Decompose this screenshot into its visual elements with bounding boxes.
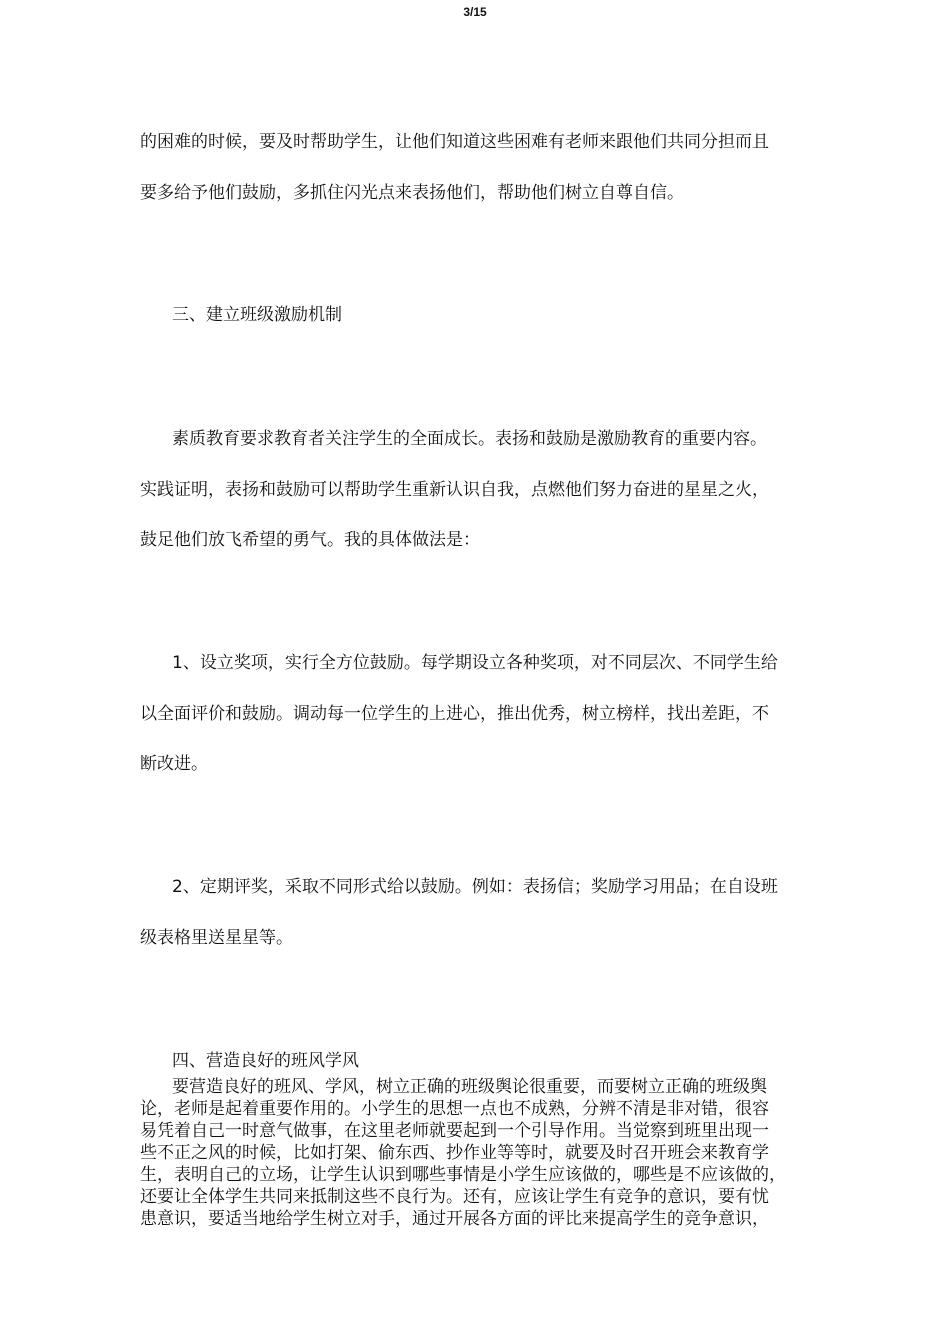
paragraph-line: 要多给予他们鼓励，多抓住闪光点来表扬他们，帮助他们树立自尊自信。 (140, 183, 684, 203)
paragraph-line: 1、设立奖项，实行全方位鼓励。每学期设立各种奖项，对不同层次、不同学生给 (172, 653, 778, 673)
paragraph-line: 生，表明自己的立场，让学生认识到哪些事情是小学生应该做的，哪些是不应该做的， (140, 1165, 786, 1185)
paragraph-line: 易凭着自己一时意气做事，在这里老师就要起到一个引导作用。当觉察到班里出现一 (140, 1121, 769, 1141)
paragraph-line: 鼓足他们放飞希望的勇气。我的具体做法是： (140, 530, 480, 550)
section-heading: 三、建立班级激励机制 (172, 305, 342, 325)
paragraph-line: 患意识，要适当地给学生树立对手，通过开展各方面的评比来提高学生的竞争意识， (140, 1209, 769, 1229)
paragraph-line: 2、定期评奖，采取不同形式给以鼓励。例如：表扬信；奖励学习用品；在自设班 (172, 877, 778, 897)
paragraph-line: 些不正之风的时候，比如打架、偷东西、抄作业等等时，就要及时召开班会来教育学 (140, 1143, 769, 1163)
section-heading: 四、营造良好的班风学风 (172, 1051, 359, 1071)
paragraph-line: 还要让全体学生共同来抵制这些不良行为。还有，应该让学生有竞争的意识，要有忧 (140, 1187, 769, 1207)
page-number: 3/15 (463, 5, 487, 19)
paragraph-line: 要营造良好的班风、学风，树立正确的班级舆论很重要，而要树立正确的班级舆 (172, 1077, 767, 1097)
paragraph-line: 级表格里送星星等。 (140, 928, 293, 948)
paragraph-line: 实践证明，表扬和鼓励可以帮助学生重新认识自我，点燃他们努力奋进的星星之火， (140, 480, 769, 500)
paragraph-line: 断改进。 (140, 754, 208, 774)
paragraph-line: 素质教育要求教育者关注学生的全面成长。表扬和鼓励是激励教育的重要内容。 (172, 429, 767, 449)
paragraph-line: 论，老师是起着重要作用的。小学生的思想一点也不成熟，分辨不清是非对错，很容 (140, 1099, 769, 1119)
paragraph-line: 以全面评价和鼓励。调动每一位学生的上进心，推出优秀，树立榜样，找出差距，不 (140, 704, 769, 724)
paragraph-line: 的困难的时候，要及时帮助学生，让他们知道这些困难有老师来跟他们共同分担而且 (140, 132, 769, 152)
